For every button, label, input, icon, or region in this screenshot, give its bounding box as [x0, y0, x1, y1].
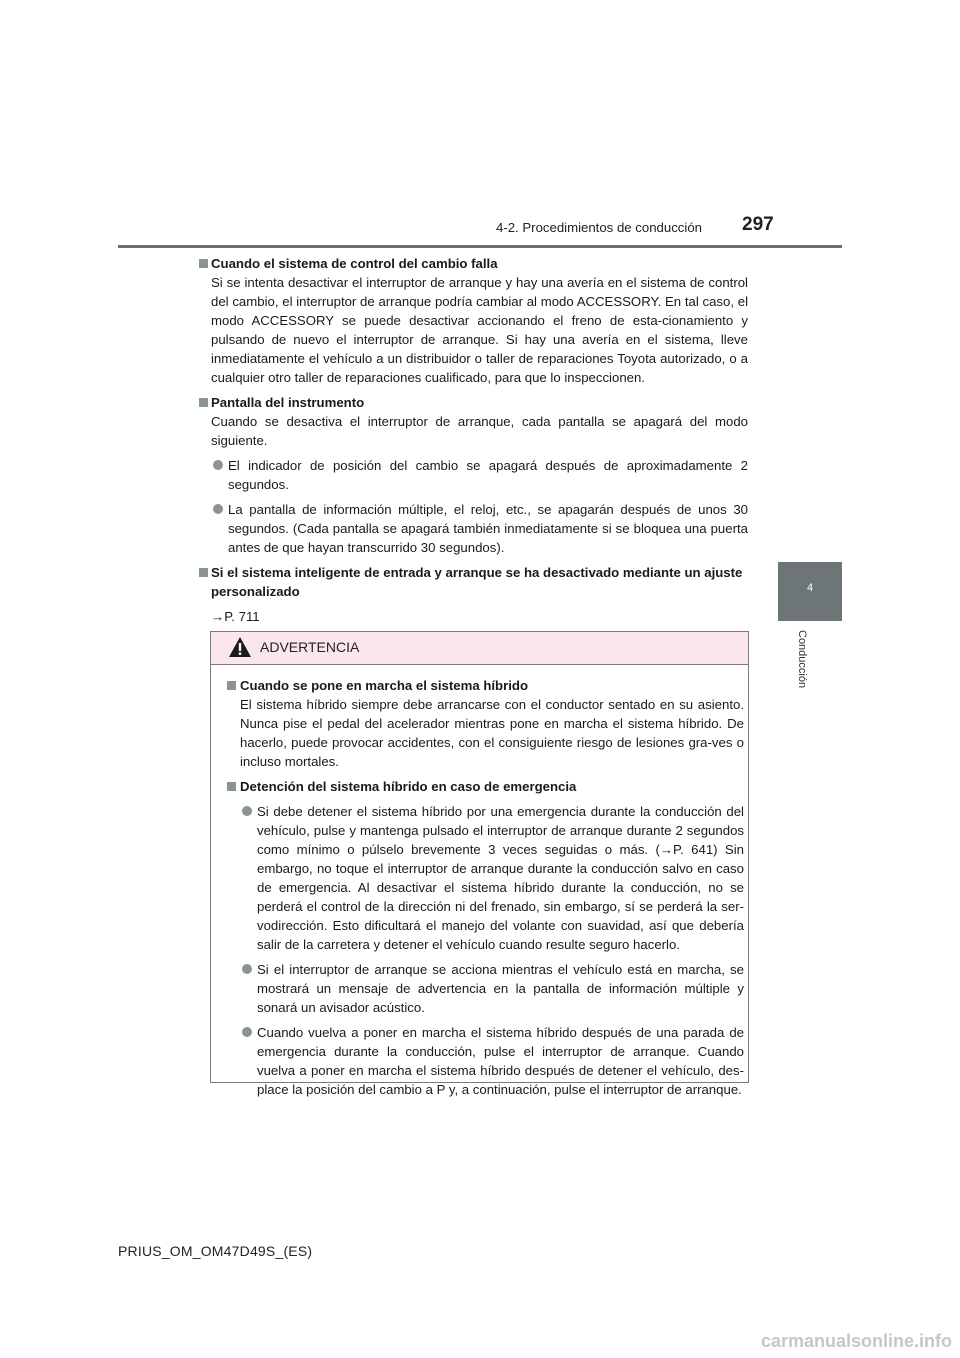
section-paragraph: Cuando se desactiva el interruptor de arranque, cada pantalla se apagará del modo siguiente. — [211, 414, 748, 448]
round-bullet-icon — [213, 504, 223, 514]
list-item — [211, 456, 748, 494]
list-item — [240, 802, 744, 954]
warning-section-title — [227, 777, 744, 796]
page-number: 297 — [742, 214, 774, 235]
section-title-text: Cuando se pone en marcha el sistema híbrido — [240, 678, 529, 693]
warning-body — [227, 676, 744, 1099]
main-content — [211, 254, 748, 626]
warning-triangle-icon — [228, 636, 252, 658]
round-bullet-icon — [242, 806, 252, 816]
list-item — [211, 500, 748, 557]
list-item-text: Si el interruptor de arranque se acciona mientras el vehículo está en marcha, se mostrará un mensaje de advertencia en la pantalla de información múltiple y sonará un avisador acústico. — [257, 962, 744, 1015]
round-bullet-icon — [213, 460, 223, 470]
square-bullet-icon — [227, 681, 236, 690]
page-reference-link[interactable]: →P. 711 — [211, 609, 260, 624]
square-bullet-icon — [227, 782, 236, 791]
square-bullet-icon — [199, 259, 208, 268]
section-title — [199, 393, 748, 412]
watermark: carmanualsonline.info — [760, 1331, 952, 1351]
square-bullet-icon — [199, 568, 208, 577]
round-bullet-icon — [242, 964, 252, 974]
section-title-text: Si el sistema inteligente de entrada y arranque se ha desactivado mediante un ajuste personalizado — [211, 565, 743, 599]
chapter-label: Conducción — [796, 630, 808, 689]
list-item-text: La pantalla de información múltiple, el reloj, etc., se apagarán después de unos 30 segundos. (Cada pantalla se apagará también inmediatamente si se bloquea una puerta antes de que hayan transcurrido 30 segundos). — [228, 502, 748, 555]
round-bullet-icon — [242, 1027, 252, 1037]
section-title — [199, 254, 748, 273]
list-item-text: El indicador de posición del cambio se apagará después de aproximadamente 2 segundos. — [228, 458, 748, 492]
list-item-text: Cuando vuelva a poner en marcha el sistema híbrido después de una parada de emergencia durante la conducción, pulse el interruptor de arranque. Cuando vuelva a poner en marcha el sistema híbrido después de detener el vehículo, des-place la posición del cambio a P y, a continuación, pulse el interruptor de arranque. — [257, 1025, 744, 1097]
square-bullet-icon — [199, 398, 208, 407]
header-rule — [118, 245, 842, 248]
header-section-title: 4-2. Procedimientos de conducción — [496, 220, 702, 235]
section-title-text: Pantalla del instrumento — [211, 395, 365, 410]
chapter-number: 4 — [806, 582, 814, 594]
warning-title: ADVERTENCIA — [260, 639, 360, 655]
document-code: PRIUS_OM_OM47D49S_(ES) — [118, 1243, 313, 1259]
section-paragraph: Si se intenta desactivar el interruptor de arranque y hay una avería en el sistema de control del cambio, el interruptor de arranque podría cambiar al modo ACCESSORY. En tal caso, el modo ACCESSORY se puede desactivar accionando el freno de esta-cionamiento y pulsando de nuevo el interruptor de arranque. Si hay una avería en el sistema, lleve inmediatamente el vehículo a un distribuidor o taller de reparaciones Toyota autorizado, o a cualquier otro taller de reparaciones cualificado, para que lo inspeccionen. — [211, 275, 748, 385]
warning-paragraph: El sistema híbrido siempre debe arrancarse con el conductor sentado en su asiento. Nunca pise el pedal del acelerador mientras pone en marcha el sistema híbrido. De hacerlo, puede provocar accidentes, con el consiguiente riesgo de lesiones gra-ves o incluso mortales. — [240, 697, 744, 769]
warning-header — [211, 632, 748, 665]
section-title — [199, 563, 748, 601]
warning-section-title — [227, 676, 744, 695]
section-title-text: Detención del sistema híbrido en caso de emergencia — [240, 779, 577, 794]
chapter-tab — [778, 562, 842, 621]
list-item — [240, 1023, 744, 1099]
list-item — [240, 960, 744, 1017]
list-item-text: Si debe detener el sistema híbrido por una emergencia durante la conducción del vehículo, pulse y mantenga pulsado el interruptor de arranque durante 2 segundos como mínimo o púlselo brevemente 3 veces seguidas o más. (→P. 641) Sin embargo, no toque el interruptor de arranque durante la conducción salvo en caso de emergencia. Al desactivar el sistema híbrido durante la conducción, no se perderá el control de la dirección ni del frenado, sin embargo, sí se perderá la ser-vodirección. Esto dificultará el manejo del volante con suavidad, así que debería salir de la carretera y detener el vehículo cuando resulte seguro hacerlo. — [257, 804, 744, 952]
warning-box — [210, 631, 749, 1097]
section-title-text: Cuando el sistema de control del cambio falla — [211, 256, 498, 271]
